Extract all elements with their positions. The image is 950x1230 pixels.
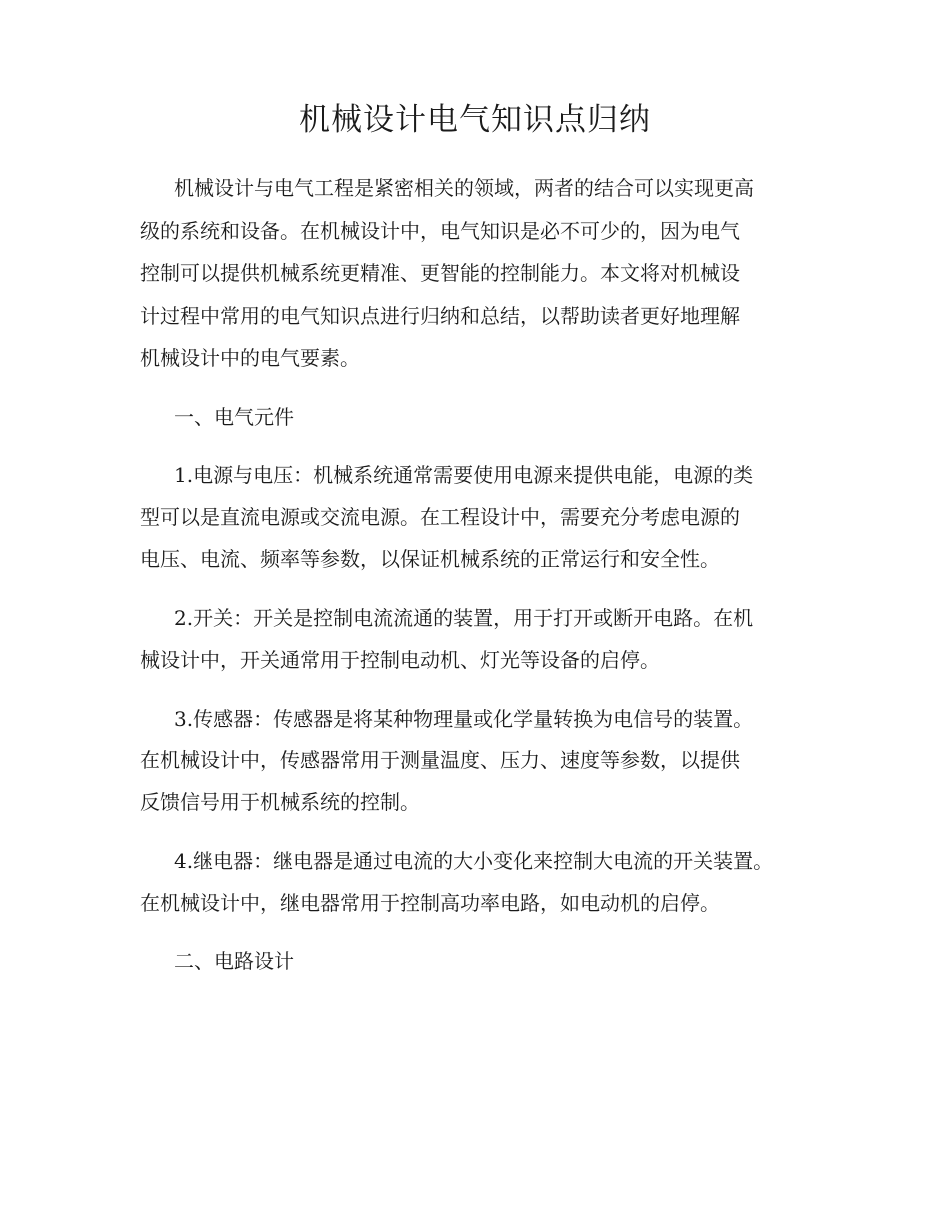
item1-line-1: 1.电源与电压：机械系统通常需要使用电源来提供电能，电源的类 bbox=[174, 463, 754, 487]
intro-line-2: 级的系统和设备。在机械设计中，电气知识是必不可少的，因为电气 bbox=[140, 219, 740, 243]
item3-line-1: 3.传感器：传感器是将某种物理量或化学量转换为电信号的装置。 bbox=[174, 707, 754, 731]
item2-line-2: 械设计中，开关通常用于控制电动机、灯光等设备的启停。 bbox=[140, 648, 660, 672]
item1-line-2: 型可以是直流电源或交流电源。在工程设计中，需要充分考虑电源的 bbox=[140, 505, 740, 529]
intro-line-1: 机械设计与电气工程是紧密相关的领域，两者的结合可以实现更高 bbox=[174, 176, 754, 200]
intro-line-4: 计过程中常用的电气知识点进行归纳和总结，以帮助读者更好地理解 bbox=[140, 304, 740, 328]
document-title: 机械设计电气知识点归纳 bbox=[299, 102, 651, 138]
item4-line-2: 在机械设计中，继电器常用于控制高功率电路，如电动机的启停。 bbox=[140, 891, 720, 915]
section-heading-2: 二、电路设计 bbox=[174, 949, 294, 973]
item3-line-2: 在机械设计中，传感器常用于测量温度、压力、速度等参数，以提供 bbox=[140, 748, 740, 772]
intro-line-3: 控制可以提供机械系统更精准、更智能的控制能力。本文将对机械设 bbox=[140, 261, 740, 285]
item3-line-3: 反馈信号用于机械系统的控制。 bbox=[140, 790, 420, 814]
item1-line-3: 电压、电流、频率等参数，以保证机械系统的正常运行和安全性。 bbox=[140, 547, 720, 571]
intro-line-5: 机械设计中的电气要素。 bbox=[140, 346, 360, 370]
section-heading-1: 一、电气元件 bbox=[174, 405, 294, 429]
item2-line-1: 2.开关：开关是控制电流流通的装置，用于打开或断开电路。在机 bbox=[174, 606, 754, 630]
item4-line-1: 4.继电器：继电器是通过电流的大小变化来控制大电流的开关装置。 bbox=[174, 849, 774, 873]
